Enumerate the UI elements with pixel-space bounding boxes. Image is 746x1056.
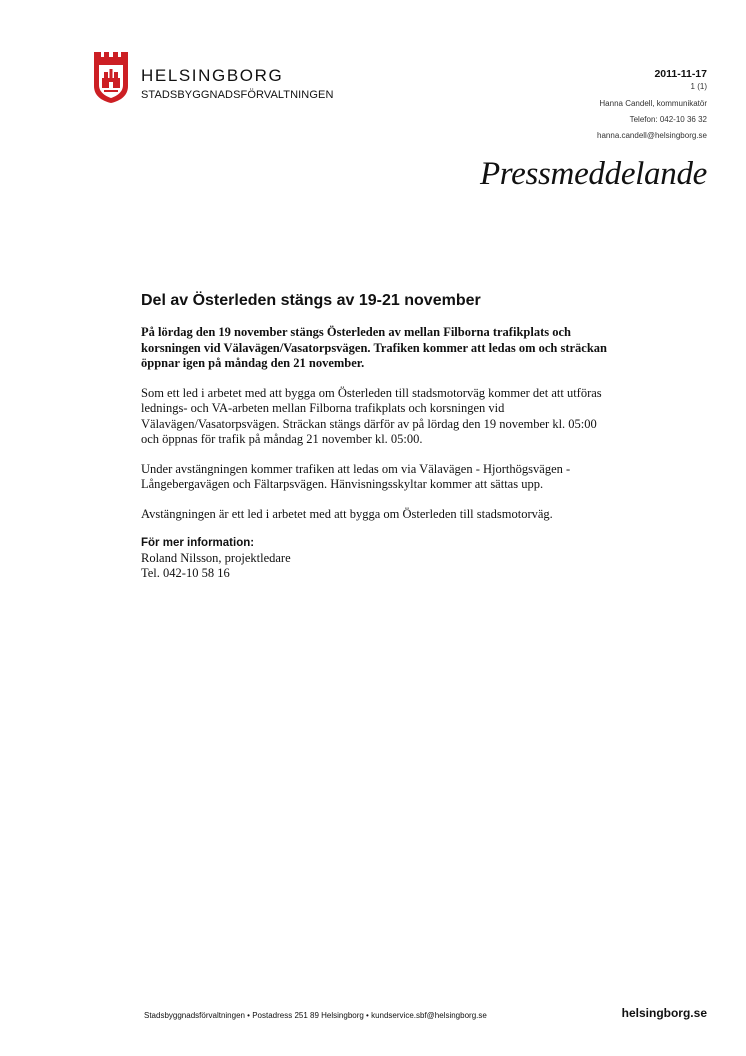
contact-name: Hanna Candell, kommunikatör — [599, 99, 707, 108]
article-paragraph: Under avstängningen kommer trafiken att ledas om via Välavägen - Hjorthögsvägen - Långebergavägen och Fältarpsvägen. Hänvisningsskyltar kommer att sättas upp. — [141, 461, 571, 491]
article-headline: Del av Österleden stängs av 19-21 november — [141, 292, 481, 309]
organization-name: HELSINGBORG — [141, 66, 284, 85]
footer-address: Stadsbyggnadsförvaltningen • Postadress 251 89 Helsingborg • kundservice.sbf@helsingborg.se — [144, 1011, 487, 1020]
contact-phone: Telefon: 042-10 36 32 — [629, 115, 707, 124]
helsingborg-coat-of-arms-icon — [92, 48, 130, 104]
info-contact-name: Roland Nilsson, projektledare — [141, 551, 291, 565]
page-count: 1 (1) — [690, 82, 707, 91]
footer-website-link[interactable]: helsingborg.se — [621, 1006, 707, 1020]
article-paragraph: Avstängningen är ett led i arbetet med att bygga om Österleden till stadsmotorväg. — [141, 506, 553, 521]
article-body — [141, 292, 611, 580]
document-type-title: Pressmeddelande — [479, 156, 707, 192]
article-paragraph: Som ett led i arbetet med att bygga om Österleden till stadsmotorväg kommer det att utföras lednings- och VA-arbeten mellan Filborna trafikplats och korsningen vid Välavägen/Vasatorpsvägen. Sträckan stängs därför av på lördag den 19 november kl. 05:00 och öppnas för trafik på måndag 21 november kl. 05:00. — [141, 385, 602, 446]
department-name: STADSBYGGNADSFÖRVALTNINGEN — [141, 89, 334, 101]
contact-email[interactable]: hanna.candell@helsingborg.se — [597, 131, 707, 140]
document-date: 2011-11-17 — [654, 68, 707, 80]
more-info-heading: För mer information: — [141, 537, 255, 549]
info-contact-phone: Tel. 042-10 58 16 — [141, 565, 230, 580]
article-lead: På lördag den 19 november stängs Österleden av mellan Filborna trafikplats och korsningen vid Välavägen/Vasatorpsvägen. Trafiken kommer att ledas om och sträckan öppnar igen på måndag den 21 november. — [141, 325, 608, 370]
